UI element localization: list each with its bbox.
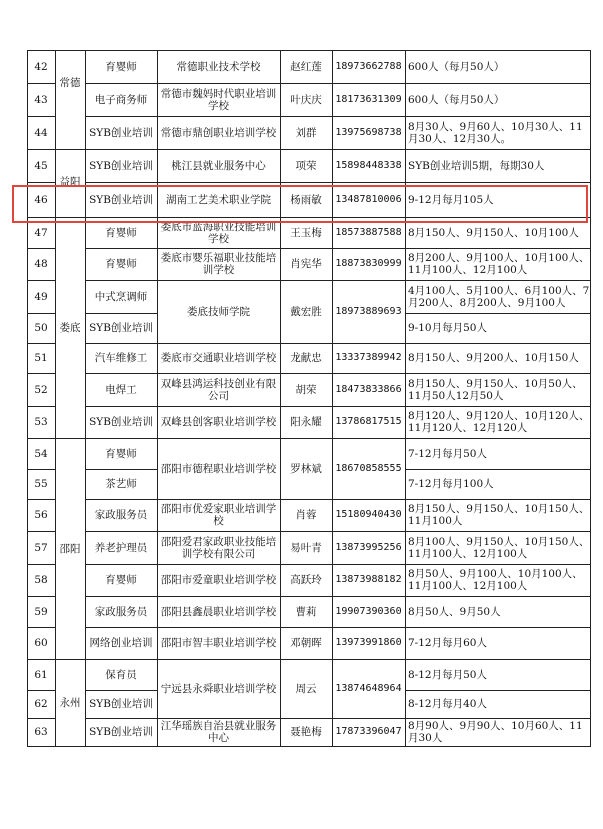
grid-line (27, 596, 56, 597)
cell-school: 娄底市蓝海职业技能培训 学校 (160, 220, 277, 245)
cell-plan: 8月150人、9月150人、10月100人 (408, 226, 579, 239)
grid-line (85, 280, 158, 281)
grid-line (157, 406, 406, 407)
cell-school: 湖南工艺美术职业学院 (166, 193, 271, 206)
cell-plan: 8月30人、9月60人、10月30人、11 月30人、12月30人。 (408, 120, 583, 145)
cell-phone: 13487810006 (335, 193, 402, 205)
grid-line (157, 531, 406, 532)
grid-line (27, 627, 56, 628)
cell-no: 62 (34, 698, 48, 710)
cell-plan: 8月150人、9月150人、10月150人、 11月100人 (408, 503, 590, 527)
cell-contact: 胡荣 (295, 383, 317, 396)
grid-line (332, 50, 333, 747)
grid-line (27, 280, 56, 281)
cell-no: 58 (34, 574, 48, 586)
cell-phone: 13873995256 (335, 541, 402, 553)
cell-contact: 王玉梅 (290, 226, 322, 239)
grid-line (157, 373, 406, 374)
cell-plan: 8月150人、9月200人、10月150人 (408, 352, 579, 364)
cell-contact: 罗林斌 (290, 462, 322, 475)
cell-contact: 易叶青 (290, 541, 322, 554)
cell-job: 育婴师 (105, 574, 137, 586)
grid-line (157, 499, 406, 500)
grid-line (157, 438, 406, 439)
grid-line (405, 373, 591, 374)
cell-phone: 19907390360 (335, 605, 402, 617)
cell-phone: 18173631309 (335, 93, 402, 105)
cell-contact: 叶庆庆 (290, 93, 322, 106)
cell-job: 家政服务员 (94, 605, 148, 618)
cell-job: SYB创业培训 (89, 193, 153, 206)
cell-no: 60 (34, 637, 48, 649)
cell-job: 网络创业培训 (89, 637, 153, 649)
grid-line (157, 116, 406, 117)
grid-line (27, 564, 56, 565)
grid-line (27, 83, 56, 84)
grid-line (85, 659, 158, 660)
grid-line (405, 746, 591, 747)
cell-plan: 7-12月每月60人 (408, 637, 487, 649)
cell-job: SYB创业培训 (89, 126, 153, 139)
cell-school: 邵阳市优爱家职业培训学 校 (160, 503, 277, 527)
cell-plan: 7-12月每月50人 (408, 447, 487, 460)
cell-no: 47 (34, 226, 48, 239)
cell-school: 桃江县就业服务中心 (171, 159, 266, 172)
cell-no: 48 (34, 258, 48, 270)
cell-phone: 13973991860 (335, 637, 402, 648)
grid-line (85, 499, 158, 500)
grid-line (27, 659, 56, 660)
grid-line (27, 343, 56, 344)
grid-line (405, 50, 406, 747)
cell-school: 江华瑶族自治县就业服务 中心 (160, 720, 277, 744)
cell-job: 茶艺师 (105, 478, 137, 490)
grid-line (157, 149, 406, 150)
cell-job: 育婴师 (105, 60, 137, 73)
cell-no: 61 (34, 668, 48, 681)
grid-line (157, 182, 406, 183)
cell-school: 邵阳县鑫晨职业培训学校 (160, 605, 277, 618)
grid-line (405, 499, 591, 500)
grid-line (405, 718, 591, 719)
cell-job: SYB创业培训 (89, 159, 153, 172)
cell-phone: 17873396047 (335, 726, 402, 737)
cell-phone: 13873988182 (335, 574, 402, 585)
cell-school: 邵阳市智丰职业培训学校 (160, 637, 277, 649)
cell-school: 常德职业技术学校 (176, 60, 261, 73)
cell-school: 宁远县永舜职业培训学校 (160, 682, 277, 695)
grid-line (27, 248, 56, 249)
cell-no: 44 (34, 126, 48, 139)
grid-line (85, 116, 158, 117)
cell-phone: 15180940430 (335, 509, 402, 520)
cell-region: 邵阳 (59, 542, 81, 555)
cell-contact: 阳永耀 (290, 416, 322, 428)
cell-plan: 8月120人、9月120人、10月120人、 11月120人、12月120人 (408, 410, 590, 434)
cell-phone: 15898448338 (335, 159, 402, 171)
cell-region: 永州 (59, 696, 81, 709)
cell-no: 54 (34, 447, 48, 460)
grid-line (157, 718, 406, 719)
grid-line (27, 116, 56, 117)
cell-plan: 8-12月每月50人 (408, 668, 487, 681)
cell-contact: 聂艳梅 (290, 726, 322, 738)
cell-contact: 项荣 (295, 159, 317, 172)
cell-plan: 8月50人、9月50人 (408, 605, 501, 618)
cell-school: 邵阳市爱童职业培训学校 (160, 574, 277, 586)
grid-line (157, 659, 406, 660)
grid-line (85, 746, 158, 747)
cell-phone: 18973662788 (335, 60, 402, 72)
grid-line (85, 373, 158, 374)
grid-line (27, 690, 56, 691)
grid-line (157, 83, 406, 84)
grid-line (85, 690, 158, 691)
cell-phone: 13337389942 (335, 352, 402, 363)
cell-phone: 18473833866 (335, 383, 402, 395)
cell-plan: 7-12月每月100人 (408, 478, 494, 490)
cell-contact: 周云 (295, 682, 317, 695)
cell-plan: 8月100人、9月150人、10月150人、 11月100人、12月100人 (408, 535, 590, 560)
cell-contact: 戴宏胜 (290, 305, 322, 318)
grid-line (85, 531, 158, 532)
grid-line (27, 746, 56, 747)
cell-phone: 18973889693 (335, 305, 402, 317)
grid-line (85, 83, 158, 84)
cell-plan: 8-12月每月40人 (408, 698, 487, 710)
training-table (27, 50, 590, 746)
cell-no: 56 (34, 509, 48, 521)
grid-line (85, 149, 158, 150)
grid-line (157, 50, 406, 51)
cell-no: 51 (34, 352, 48, 364)
grid-line (405, 343, 591, 344)
cell-job: 育婴师 (105, 258, 137, 270)
highlight-frame (12, 185, 588, 223)
cell-plan: 9-12月每月105人 (408, 193, 494, 206)
cell-plan: 8月150人、9月150人、10月50人、 11月50人12月50人 (408, 377, 583, 402)
cell-school: 邵阳市德程职业培训学校 (160, 462, 277, 475)
cell-school: 双峰县创客职业培训学校 (160, 416, 277, 428)
cell-no: 42 (34, 60, 48, 73)
grid-line (27, 531, 56, 532)
cell-plan: SYB创业培训5期，每期30人 (408, 159, 545, 172)
cell-school: 常德市鼎创职业培训学校 (160, 126, 277, 139)
grid-line (85, 596, 158, 597)
cell-phone: 13786817515 (335, 416, 402, 427)
grid-line (27, 50, 56, 51)
cell-job: SYB创业培训 (89, 726, 153, 738)
cell-job: 电焊工 (105, 383, 137, 396)
cell-school: 娄底市交通职业培训学校 (160, 352, 277, 364)
cell-contact: 杨雨敏 (290, 193, 322, 206)
grid-line (157, 50, 158, 747)
cell-phone: 13975698738 (335, 126, 402, 138)
grid-line (405, 596, 591, 597)
cell-plan: 600人（每月50人） (408, 93, 505, 106)
grid-line (85, 438, 158, 439)
grid-line (27, 406, 56, 407)
cell-phone: 18573887588 (335, 226, 402, 238)
cell-job: 电子商务师 (94, 93, 148, 106)
grid-line (405, 469, 591, 470)
cell-school: 娄底市婴乐福职业技能培 训学校 (160, 252, 277, 276)
grid-line (405, 313, 591, 314)
grid-line (405, 406, 591, 407)
cell-plan: 600人（每月50人） (408, 60, 505, 73)
grid-line (27, 438, 56, 439)
grid-line (55, 438, 86, 439)
cell-no: 52 (34, 383, 48, 396)
cell-job: 养老护理员 (94, 541, 148, 554)
cell-plan: 4月100人、5月100人、6月100人、7 月200人、8月200人、9月100人 (408, 284, 590, 309)
grid-line (405, 248, 591, 249)
cell-contact: 刘群 (295, 126, 317, 139)
cell-no: 43 (34, 93, 48, 106)
grid-line (157, 343, 406, 344)
cell-contact: 龙献忠 (290, 352, 322, 364)
grid-line (27, 373, 56, 374)
cell-school: 常德市魏妈时代职业培训 学校 (160, 87, 277, 112)
grid-line (85, 50, 158, 51)
cell-no: 59 (34, 605, 48, 618)
grid-line (157, 248, 406, 249)
cell-contact: 赵红莲 (290, 60, 322, 73)
grid-line (27, 149, 56, 150)
grid-line (405, 83, 591, 84)
cell-no: 55 (34, 478, 48, 490)
cell-no: 63 (34, 726, 48, 738)
grid-line (55, 50, 86, 51)
grid-line (27, 718, 56, 719)
cell-plan: 8月200人、9月100人、10月100人、 11月100人、12月100人 (408, 252, 590, 276)
grid-line (405, 50, 591, 51)
grid-line (157, 596, 406, 597)
grid-line (405, 280, 591, 281)
grid-line (55, 659, 86, 660)
grid-line (405, 182, 591, 183)
grid-line (85, 564, 158, 565)
grid-line (55, 746, 86, 747)
cell-school: 双峰县鸿运科技创业有限 公司 (160, 377, 277, 402)
cell-plan: 8月50人、9月100人、10月100人、 11月100人、12月100人 (408, 568, 583, 592)
cell-phone: 13874648964 (335, 682, 402, 694)
grid-line (85, 343, 158, 344)
cell-contact: 高跃玲 (290, 574, 322, 586)
cell-contact: 肖蓉 (295, 509, 317, 521)
cell-job: 育婴师 (105, 447, 137, 460)
cell-no: 49 (34, 290, 48, 303)
grid-line (405, 116, 591, 117)
grid-line (55, 50, 56, 747)
cell-no: 53 (34, 416, 48, 428)
grid-line (27, 50, 28, 747)
grid-line (157, 564, 406, 565)
cell-job: SYB创业培训 (89, 698, 153, 710)
grid-line (27, 469, 56, 470)
grid-line (157, 746, 406, 747)
cell-phone: 18670858555 (335, 462, 402, 474)
cell-plan: 8月90人、9月90人、10月60人、11 月30人 (408, 720, 583, 744)
cell-no: 45 (34, 159, 48, 172)
cell-job: 保育员 (105, 668, 137, 681)
cell-job: 家政服务员 (94, 509, 148, 521)
grid-line (85, 469, 158, 470)
grid-line (405, 690, 591, 691)
cell-no: 57 (34, 541, 48, 554)
grid-line (27, 182, 56, 183)
cell-contact: 肖宪华 (290, 258, 322, 270)
grid-line (405, 564, 591, 565)
grid-line (85, 406, 158, 407)
cell-job: 中式烹调师 (94, 290, 148, 303)
grid-line (27, 313, 56, 314)
grid-line (85, 627, 158, 628)
grid-line (590, 50, 591, 747)
grid-line (405, 627, 591, 628)
grid-line (405, 438, 591, 439)
cell-contact: 曹莉 (295, 605, 317, 618)
cell-region: 益阳 (59, 176, 81, 188)
cell-contact: 邓朝晖 (290, 637, 322, 649)
grid-line (280, 50, 281, 747)
grid-line (157, 627, 406, 628)
grid-line (85, 313, 158, 314)
cell-school: 娄底技师学院 (187, 305, 250, 318)
cell-region: 娄底 (59, 321, 81, 334)
cell-no: 50 (34, 322, 48, 334)
cell-region: 常德 (59, 77, 81, 89)
grid-line (85, 718, 158, 719)
grid-line (85, 50, 86, 747)
cell-no: 46 (34, 193, 48, 206)
grid-line (405, 531, 591, 532)
cell-job: SYB创业培训 (89, 322, 153, 334)
cell-school: 邵阳爱君家政职业技能培 训学校有限公司 (160, 535, 277, 560)
grid-line (85, 248, 158, 249)
cell-job: SYB创业培训 (89, 416, 153, 428)
grid-line (27, 499, 56, 500)
grid-line (85, 182, 158, 183)
grid-line (55, 149, 86, 150)
cell-phone: 18873830999 (335, 258, 402, 269)
grid-line (157, 280, 406, 281)
grid-line (405, 659, 591, 660)
cell-plan: 9-10月每月50人 (408, 322, 487, 334)
cell-job: 育婴师 (105, 226, 137, 239)
grid-line (405, 149, 591, 150)
cell-job: 汽车维修工 (94, 352, 148, 364)
